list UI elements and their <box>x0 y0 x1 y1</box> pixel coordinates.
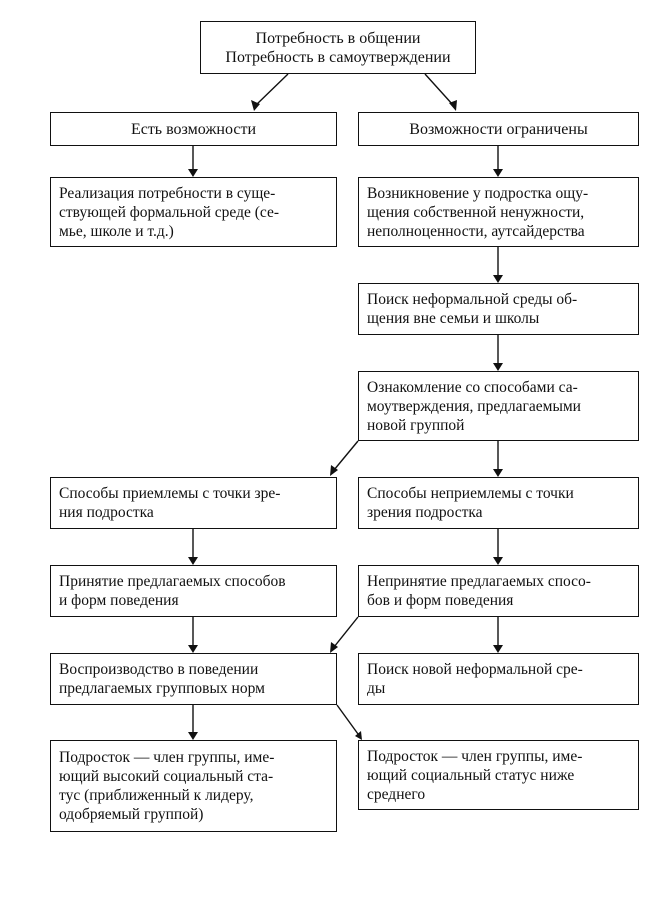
text-line: бов и форм поведения <box>367 592 514 609</box>
text-line: неполноценности, аутсайдерства <box>367 222 585 240</box>
text-line: Ознакомление со способами са- <box>367 378 578 396</box>
text-line: ствующей формальной среде (се- <box>59 203 280 221</box>
arrow-reject-to-reproduce <box>330 617 358 653</box>
text-line: ния подростка <box>59 504 154 521</box>
text-line: Способы неприемлемы с точки <box>367 485 574 502</box>
possibilities-exist-text: Есть возможности <box>130 120 257 138</box>
text-line: среднего <box>367 785 426 803</box>
arrow-reproduce-to-low-status <box>337 705 362 740</box>
text-line: Подросток — член группы, име- <box>367 747 583 765</box>
text-line: предлагаемых групповых норм <box>59 680 265 697</box>
need-communication-text: Потребность в общении <box>255 29 421 47</box>
need-self-affirmation-text: Потребность в самоутверждении <box>225 48 451 66</box>
text-line: Поиск новой неформальной сре- <box>367 661 583 678</box>
text-line: одобряемый группой) <box>59 806 204 823</box>
text-line: Воспроизводство в поведении <box>59 661 259 678</box>
text-line: щения собственной ненужности, <box>367 203 585 221</box>
text-line: зрения подростка <box>367 504 483 521</box>
text-line: тус (приближенный к лидеру, <box>59 787 254 804</box>
arrow-down <box>493 617 503 653</box>
text-line: Поиск неформальной среды об- <box>367 291 578 308</box>
possibilities-limited-text: Возможности ограничены <box>409 120 588 138</box>
arrow-down <box>188 617 198 653</box>
arrow-down <box>493 335 503 371</box>
text-line: Непринятие предлагаемых спосо- <box>367 573 591 590</box>
text-line: Реализация потребности в суще- <box>59 184 276 202</box>
text-line: и форм поведения <box>59 592 179 609</box>
arrow-down <box>188 529 198 565</box>
arrow-top-to-left <box>251 74 288 111</box>
arrow-down <box>188 146 198 177</box>
arrow-down <box>188 705 198 740</box>
text-line: мье, школе и т.д.) <box>59 222 174 240</box>
arrow-down <box>493 247 503 283</box>
arrow-down <box>493 441 503 477</box>
text-line: ющий социальный статус ниже <box>367 766 575 784</box>
text-line: Подросток — член группы, име- <box>59 749 275 766</box>
text-line: ды <box>367 680 386 697</box>
text-line: новой группой <box>367 416 465 434</box>
text-line: ющий высокий социальный ста- <box>59 768 274 785</box>
text-line: щения вне семьи и школы <box>367 310 540 327</box>
text-line: Возникновение у подростка ощу- <box>367 184 589 202</box>
arrow-familiarization-to-acceptable <box>330 441 358 476</box>
text-line: Принятие предлагаемых способов <box>59 573 286 590</box>
arrow-top-to-right <box>425 74 457 111</box>
arrow-down <box>493 529 503 565</box>
text-line: моутверждения, предлагаемыми <box>367 397 581 415</box>
text-line: Способы приемлемы с точки зре- <box>59 485 281 502</box>
arrow-down <box>493 146 503 177</box>
